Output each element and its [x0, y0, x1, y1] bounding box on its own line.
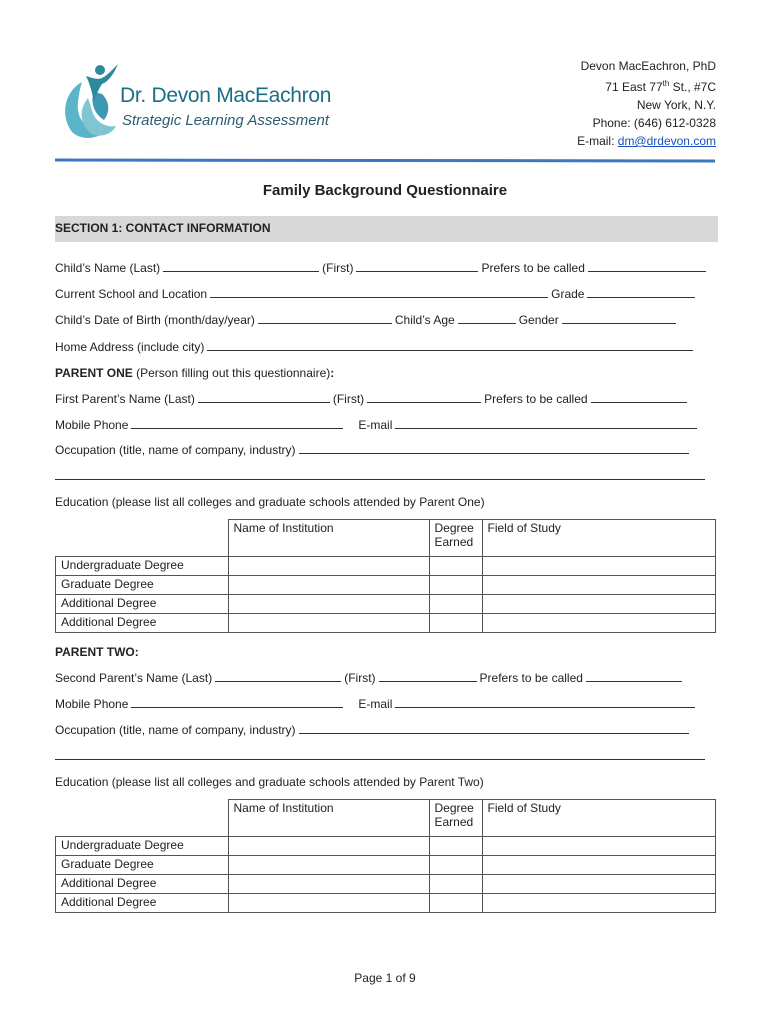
grade-field[interactable] [587, 287, 695, 298]
parent-one-last-name-field[interactable] [198, 392, 330, 403]
parent-one-occupation-line-2 [55, 469, 717, 483]
parent-one-education-table [55, 519, 716, 633]
parent-two-first-name-field[interactable] [379, 671, 477, 682]
logo-tagline: Strategic Learning Assessment [122, 112, 330, 129]
field-cell[interactable] [482, 837, 715, 856]
field-cell[interactable] [482, 894, 715, 913]
address-phone: Phone: (646) 612-0328 [592, 116, 716, 130]
parent-two-occupation-line: Occupation (title, name of company, industry) [55, 723, 717, 737]
logo-name: Dr. Devon MacEachron [120, 84, 332, 107]
dob-field[interactable] [258, 313, 392, 324]
table-row: Additional Degree [56, 614, 716, 633]
leaf-person-logo-icon [58, 62, 120, 140]
age-field[interactable] [458, 313, 516, 324]
parent-one-occupation-field[interactable] [299, 443, 689, 454]
col-degree-header: Degree Earned [429, 800, 482, 837]
email-link[interactable]: dm@drdevon.com [617, 134, 716, 148]
institution-cell[interactable] [228, 576, 429, 595]
parent-two-name-line: Second Parent’s Name (Last) (First) Prefers to be called [55, 671, 717, 685]
degree-cell[interactable] [429, 856, 482, 875]
degree-cell[interactable] [429, 837, 482, 856]
degree-cell[interactable] [429, 875, 482, 894]
col-field-header: Field of Study [482, 520, 715, 557]
table-row: Additional Degree [56, 894, 716, 913]
degree-cell[interactable] [429, 557, 482, 576]
col-degree-header: Degree Earned [429, 520, 482, 557]
child-first-name-field[interactable] [356, 261, 478, 272]
address-name: Devon MacEachron, PhD [580, 59, 716, 73]
institution-cell[interactable] [228, 894, 429, 913]
home-address-field[interactable] [207, 340, 693, 351]
parent-two-nickname-field[interactable] [586, 671, 682, 682]
parent-two-occupation-line-2 [55, 749, 717, 763]
degree-cell[interactable] [429, 595, 482, 614]
logo [58, 62, 348, 142]
parent-two-contact-line: Mobile Phone E-mail [55, 697, 717, 711]
school-line: Current School and Location Grade [55, 287, 717, 301]
parent-one-occupation-field-2[interactable] [55, 469, 705, 480]
table-row: Additional Degree [56, 875, 716, 894]
table-row: Graduate Degree [56, 856, 716, 875]
address-city: New York, N.Y. [636, 98, 716, 112]
contact-address-block [577, 57, 716, 150]
child-last-name-field[interactable] [163, 261, 319, 272]
degree-cell[interactable] [429, 894, 482, 913]
parent-two-last-name-field[interactable] [215, 671, 341, 682]
parent-two-email-field[interactable] [395, 697, 695, 708]
home-address-line: Home Address (include city) [55, 340, 717, 354]
child-name-line: Child’s Name (Last) (First) Prefers to be called [55, 261, 717, 275]
parent-one-heading: PARENT ONE (Person filling out this questionnaire): [55, 366, 335, 380]
parent-one-contact-line: Mobile Phone E-mail [55, 418, 717, 432]
parent-one-nickname-field[interactable] [591, 392, 687, 403]
parent-one-education-label: Education (please list all colleges and graduate schools attended by Parent One) [55, 495, 485, 509]
field-cell[interactable] [482, 875, 715, 894]
child-nickname-field[interactable] [588, 261, 706, 272]
institution-cell[interactable] [228, 557, 429, 576]
address-street: 71 East 77th St., #7C [605, 79, 716, 94]
page-title: Family Background Questionnaire [262, 182, 508, 199]
institution-cell[interactable] [228, 614, 429, 633]
parent-two-education-label: Education (please list all colleges and graduate schools attended by Parent Two) [55, 775, 484, 789]
parent-one-first-name-field[interactable] [367, 392, 481, 403]
field-cell[interactable] [482, 557, 715, 576]
section-1-header [55, 216, 718, 242]
address-email: E-mail: dm@drdevon.com [577, 134, 716, 148]
institution-cell[interactable] [228, 856, 429, 875]
parent-one-name-line: First Parent’s Name (Last) (First) Prefers to be called [55, 392, 717, 406]
page-number: Page 1 of 9 [354, 971, 416, 985]
school-field[interactable] [210, 287, 548, 298]
field-cell[interactable] [482, 614, 715, 633]
field-cell[interactable] [482, 595, 715, 614]
parent-one-occupation-line: Occupation (title, name of company, industry) [55, 443, 717, 457]
parent-one-email-field[interactable] [395, 418, 697, 429]
parent-two-occupation-field-2[interactable] [55, 749, 705, 760]
table-row: Graduate Degree [56, 576, 716, 595]
parent-two-education-table [55, 799, 716, 913]
parent-two-occupation-field[interactable] [299, 723, 689, 734]
gender-field[interactable] [562, 313, 676, 324]
table-row: Additional Degree [56, 595, 716, 614]
col-field-header: Field of Study [482, 800, 715, 837]
table-row: Undergraduate Degree [56, 557, 716, 576]
parent-two-heading: PARENT TWO: [55, 645, 139, 659]
institution-cell[interactable] [228, 875, 429, 894]
parent-two-mobile-field[interactable] [131, 697, 343, 708]
header-divider [55, 159, 715, 163]
parent-one-mobile-field[interactable] [131, 418, 343, 429]
table-row: Undergraduate Degree [56, 837, 716, 856]
institution-cell[interactable] [228, 837, 429, 856]
section-1-title: SECTION 1: CONTACT INFORMATION [55, 221, 271, 235]
col-institution-header: Name of Institution [228, 800, 429, 837]
field-cell[interactable] [482, 576, 715, 595]
degree-cell[interactable] [429, 576, 482, 595]
field-cell[interactable] [482, 856, 715, 875]
institution-cell[interactable] [228, 595, 429, 614]
degree-cell[interactable] [429, 614, 482, 633]
col-institution-header: Name of Institution [228, 520, 429, 557]
dob-line: Child’s Date of Birth (month/day/year) Child’s Age Gender [55, 313, 717, 327]
